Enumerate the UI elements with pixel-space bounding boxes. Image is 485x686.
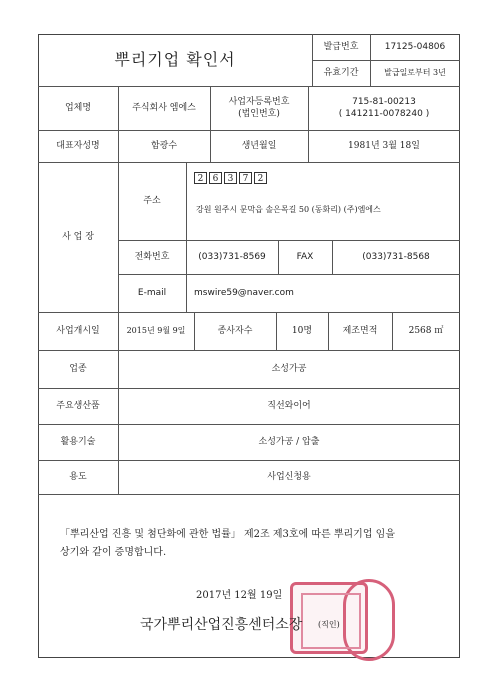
main-product-label: 주요생산품 — [56, 401, 100, 411]
regno-value-line1: 715-81-00213 — [352, 97, 416, 107]
postal-digit: 6 — [209, 172, 222, 184]
issuer-name: 국가뿌리산업진흥센터소장 — [140, 617, 303, 633]
fax-value: (033)731-8568 — [362, 252, 430, 262]
company-name-value: 주식회사 엠에스 — [132, 103, 196, 113]
phone-label: 전화번호 — [134, 252, 170, 262]
issue-number-value: 17125-04806 — [384, 42, 446, 52]
email-value: mswire59@naver.com — [194, 288, 294, 298]
site-label: 사 업 장 — [62, 232, 94, 242]
usage-label: 용도 — [69, 472, 87, 482]
issue-date: 2017년 12월 19일 — [196, 590, 283, 601]
certification-statement-line1: 「뿌리산업 진흥 및 첨단화에 관한 법률」 제2조 제3호에 따른 뿌리기업 임을 — [60, 529, 395, 540]
usage-value: 사업신청용 — [267, 472, 311, 482]
business-start-label: 사업개시일 — [56, 326, 100, 336]
business-start-value: 2015년 9월 9일 — [126, 326, 186, 335]
birth-label: 생년월일 — [241, 141, 277, 151]
industry-label: 업종 — [69, 364, 87, 374]
factory-area-value: 2568 ㎡ — [408, 326, 444, 336]
main-product-value: 직선와이어 — [267, 401, 311, 411]
fax-label: FAX — [296, 252, 314, 262]
seal-mark: (직인) — [318, 620, 340, 629]
issue-number-label: 발급번호 — [323, 42, 359, 52]
regno-label-line1: 사업자등록번호 — [228, 97, 290, 107]
address-label: 주소 — [143, 196, 161, 206]
email-label: E-mail — [137, 288, 167, 298]
phone-value: (033)731-8569 — [198, 252, 266, 262]
regno-label-line2: (법인번호) — [238, 109, 280, 119]
business-regno-label — [210, 86, 308, 130]
factory-area-label: 제조면적 — [342, 326, 378, 336]
employees-value: 10명 — [291, 326, 313, 336]
address-value: 강원 원주시 문막읍 솔은목길 50 (동화리) (주)엠에스 — [196, 205, 381, 214]
postal-digit: 7 — [239, 172, 252, 184]
employees-label: 종사자수 — [217, 326, 253, 336]
document-title: 뿌리기업 확인서 — [114, 50, 236, 69]
validity-value: 발급일로부터 3년 — [384, 68, 446, 77]
postal-code — [194, 172, 267, 184]
rep-name-label: 대표자성명 — [56, 141, 100, 151]
postal-digit: 2 — [254, 172, 267, 184]
company-name-label: 업체명 — [64, 103, 92, 113]
postal-digit: 3 — [224, 172, 237, 184]
rep-name-value: 함광수 — [150, 141, 178, 151]
technology-value: 소성가공 / 압출 — [258, 437, 320, 447]
birth-value: 1981년 3월 18일 — [348, 141, 420, 151]
industry-value: 소성가공 — [271, 364, 307, 374]
business-regno-value — [308, 86, 460, 130]
postal-digit: 2 — [194, 172, 207, 184]
technology-label: 활용기술 — [60, 437, 96, 447]
validity-label: 유효기간 — [323, 68, 359, 78]
regno-value-line2: ( 141211-0078240 ) — [338, 109, 430, 119]
certification-statement-line2: 상기와 같이 증명합니다. — [60, 547, 167, 558]
